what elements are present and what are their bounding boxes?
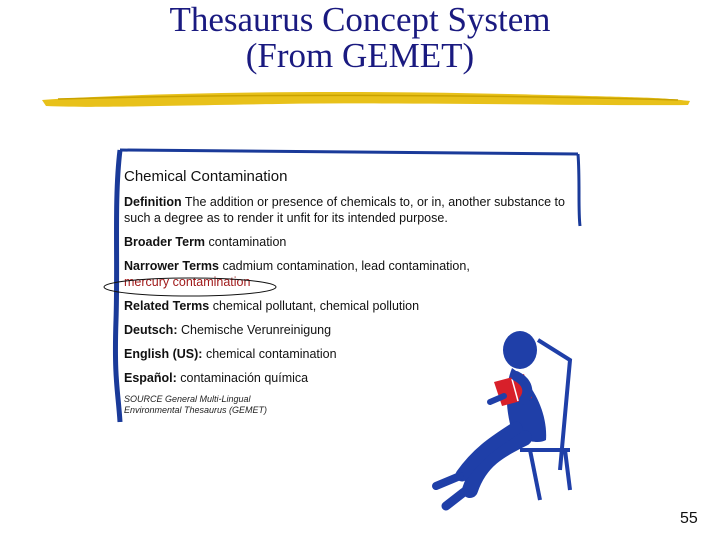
- espanol-label: Español:: [124, 371, 177, 385]
- highlight-ellipse: [102, 276, 278, 298]
- title-underline-stroke: [38, 88, 698, 112]
- deutsch-text: Chemische Verunreinigung: [180, 323, 332, 337]
- narrower-terms-label: Narrower Terms: [124, 259, 219, 273]
- related-terms-label: Related Terms: [124, 299, 210, 313]
- page-number: 55: [680, 510, 698, 527]
- title-line-1: Thesaurus Concept System: [169, 0, 551, 39]
- broader-term-field: [124, 234, 574, 250]
- definition-field: [124, 194, 574, 226]
- slide-title: [0, 2, 720, 74]
- english-text: chemical contamination: [205, 347, 337, 361]
- narrower-term-highlight: mercury contamination: [124, 275, 251, 289]
- reading-person-illustration: [420, 300, 600, 530]
- definition-text: The addition or presence of chemicals to, or in, another substance to such a degree as to render it unfit for its intended purpose.: [124, 195, 565, 225]
- broader-term-text: contamination: [208, 235, 287, 249]
- deutsch-label: Deutsch:: [124, 323, 178, 337]
- broader-term-label: Broader Term: [124, 235, 206, 249]
- espanol-text: contaminación química: [180, 371, 309, 385]
- concept-heading: Chemical Contamination: [124, 168, 288, 185]
- english-label: English (US):: [124, 347, 203, 361]
- definition-label: Definition: [124, 195, 182, 209]
- title-line-2: (From GEMET): [245, 36, 475, 75]
- narrower-terms-text: cadmium contamination, lead contamination,: [222, 259, 470, 273]
- source-note: SOURCE General Multi-Lingual Environmental Thesaurus (GEMET): [124, 394, 268, 415]
- related-terms-text: chemical pollutant, chemical pollution: [212, 299, 420, 313]
